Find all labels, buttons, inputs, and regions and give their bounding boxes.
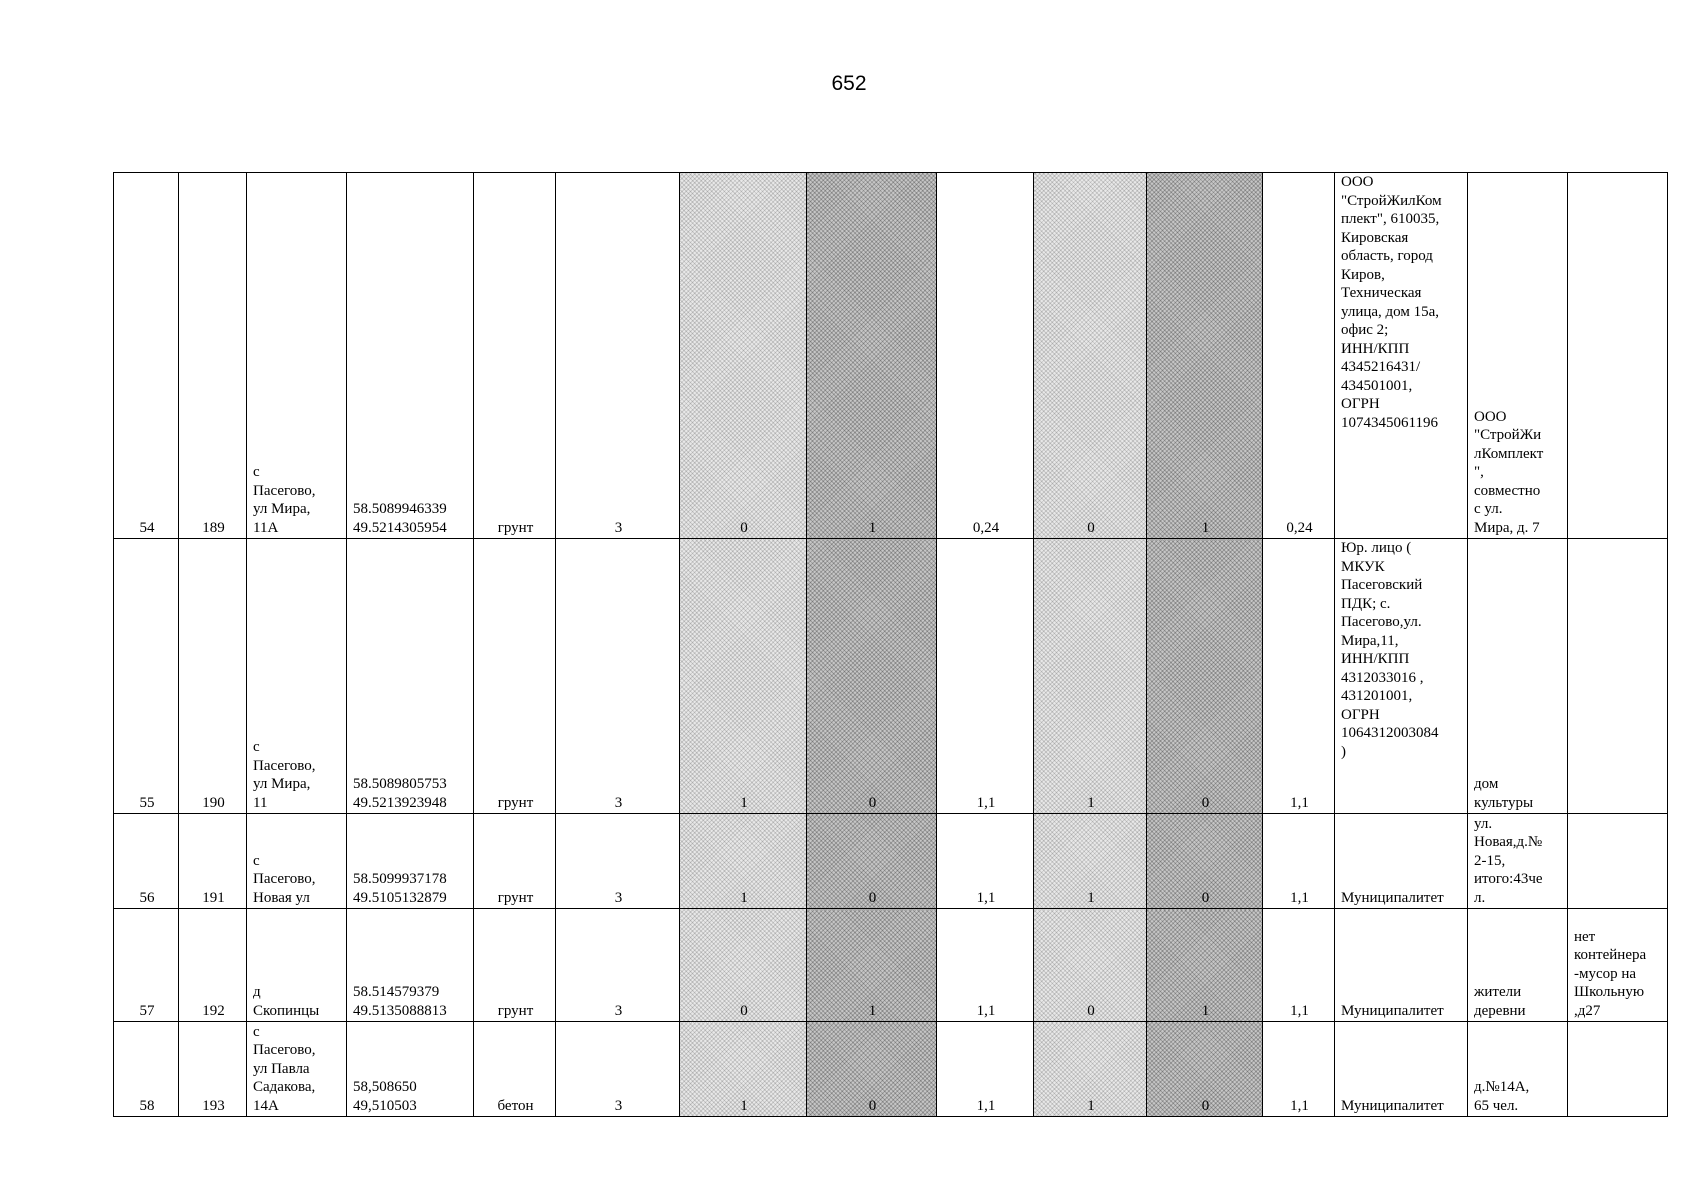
coordinates-cell: 58.5089946339 49.5214305954 xyxy=(347,173,474,539)
coordinates-cell: 58.5089805753 49.5213923948 xyxy=(347,539,474,814)
register-table xyxy=(113,172,1668,1117)
row-number: 54 xyxy=(114,173,179,539)
container-count-d: 1 xyxy=(1147,173,1263,539)
container-count-d: 0 xyxy=(1147,1022,1263,1117)
area-cell: 3 xyxy=(556,539,680,814)
container-count-c: 1 xyxy=(1034,1022,1147,1117)
container-count-b: 0 xyxy=(807,1022,937,1117)
waste-source-cell: д.№14А, 65 чел. xyxy=(1468,1022,1568,1117)
waste-source-cell: дом культуры xyxy=(1468,539,1568,814)
surface-cell: бетон xyxy=(474,1022,556,1117)
address-cell: с Пасегово, ул Мира, 11 xyxy=(247,539,347,814)
row-number: 58 xyxy=(114,1022,179,1117)
volume-cell-2: 1,1 xyxy=(1263,814,1335,909)
volume-cell: 1,1 xyxy=(937,539,1034,814)
volume-cell-2: 1,1 xyxy=(1263,539,1335,814)
container-count-a: 0 xyxy=(680,909,807,1022)
page-number: 652 xyxy=(831,72,867,95)
site-id: 192 xyxy=(179,909,247,1022)
note-cell xyxy=(1568,1022,1668,1117)
owner-cell: Муниципалитет xyxy=(1335,1022,1468,1117)
container-count-c: 0 xyxy=(1034,909,1147,1022)
coordinates-cell: 58,508650 49,510503 xyxy=(347,1022,474,1117)
row-number: 56 xyxy=(114,814,179,909)
area-cell: 3 xyxy=(556,814,680,909)
area-cell: 3 xyxy=(556,173,680,539)
owner-cell: Муниципалитет xyxy=(1335,909,1468,1022)
volume-cell-2: 0,24 xyxy=(1263,173,1335,539)
table-row xyxy=(114,814,1668,909)
owner-cell: ООО "СтройЖилКом плект", 610035, Кировская область, город Киров, Техническая улица, дом 15а, офис 2; ИНН/КПП 4345216431/ 434501001, ОГРН 1074345061196 xyxy=(1335,173,1468,539)
container-count-b: 1 xyxy=(807,909,937,1022)
volume-cell: 1,1 xyxy=(937,909,1034,1022)
site-id: 193 xyxy=(179,1022,247,1117)
waste-source-cell: ул. Новая,д.№ 2-15, итого:43че л. xyxy=(1468,814,1568,909)
address-cell: д Скопинцы xyxy=(247,909,347,1022)
surface-cell: грунт xyxy=(474,173,556,539)
note-cell xyxy=(1568,814,1668,909)
coordinates-cell: 58.514579379 49.5135088813 xyxy=(347,909,474,1022)
area-cell: 3 xyxy=(556,909,680,1022)
table-row xyxy=(114,909,1668,1022)
container-count-a: 1 xyxy=(680,814,807,909)
owner-cell: Муниципалитет xyxy=(1335,814,1468,909)
area-cell: 3 xyxy=(556,1022,680,1117)
table-row xyxy=(114,173,1668,539)
container-count-d: 0 xyxy=(1147,539,1263,814)
surface-cell: грунт xyxy=(474,539,556,814)
container-count-b: 0 xyxy=(807,539,937,814)
container-count-a: 1 xyxy=(680,539,807,814)
container-count-d: 0 xyxy=(1147,814,1263,909)
container-count-a: 1 xyxy=(680,1022,807,1117)
address-cell: с Пасегово, ул Павла Садакова, 14А xyxy=(247,1022,347,1117)
note-cell xyxy=(1568,539,1668,814)
container-count-b: 0 xyxy=(807,814,937,909)
note-cell xyxy=(1568,173,1668,539)
volume-cell: 1,1 xyxy=(937,814,1034,909)
container-count-d: 1 xyxy=(1147,909,1263,1022)
address-cell: с Пасегово, Новая ул xyxy=(247,814,347,909)
surface-cell: грунт xyxy=(474,909,556,1022)
site-id: 189 xyxy=(179,173,247,539)
coordinates-cell: 58.5099937178 49.5105132879 xyxy=(347,814,474,909)
volume-cell-2: 1,1 xyxy=(1263,909,1335,1022)
volume-cell: 1,1 xyxy=(937,1022,1034,1117)
site-id: 190 xyxy=(179,539,247,814)
address-cell: с Пасегово, ул Мира, 11А xyxy=(247,173,347,539)
container-count-c: 0 xyxy=(1034,173,1147,539)
row-number: 57 xyxy=(114,909,179,1022)
note-cell: нет контейнера -мусор на Школьную ,д27 xyxy=(1568,909,1668,1022)
container-count-a: 0 xyxy=(680,173,807,539)
container-count-b: 1 xyxy=(807,173,937,539)
waste-source-cell: ООО "СтройЖи лКомплект ", совместно с ул. Мира, д. 7 xyxy=(1468,173,1568,539)
surface-cell: грунт xyxy=(474,814,556,909)
table-row xyxy=(114,539,1668,814)
row-number: 55 xyxy=(114,539,179,814)
site-id: 191 xyxy=(179,814,247,909)
owner-cell: Юр. лицо ( МКУК Пасеговский ПДК; с. Пасегово,ул. Мира,11, ИНН/КПП 4312033016 , 431201001, ОГРН 1064312003084 ) xyxy=(1335,539,1468,814)
container-count-c: 1 xyxy=(1034,539,1147,814)
volume-cell-2: 1,1 xyxy=(1263,1022,1335,1117)
container-count-c: 1 xyxy=(1034,814,1147,909)
table-row xyxy=(114,1022,1668,1117)
waste-source-cell: жители деревни xyxy=(1468,909,1568,1022)
volume-cell: 0,24 xyxy=(937,173,1034,539)
